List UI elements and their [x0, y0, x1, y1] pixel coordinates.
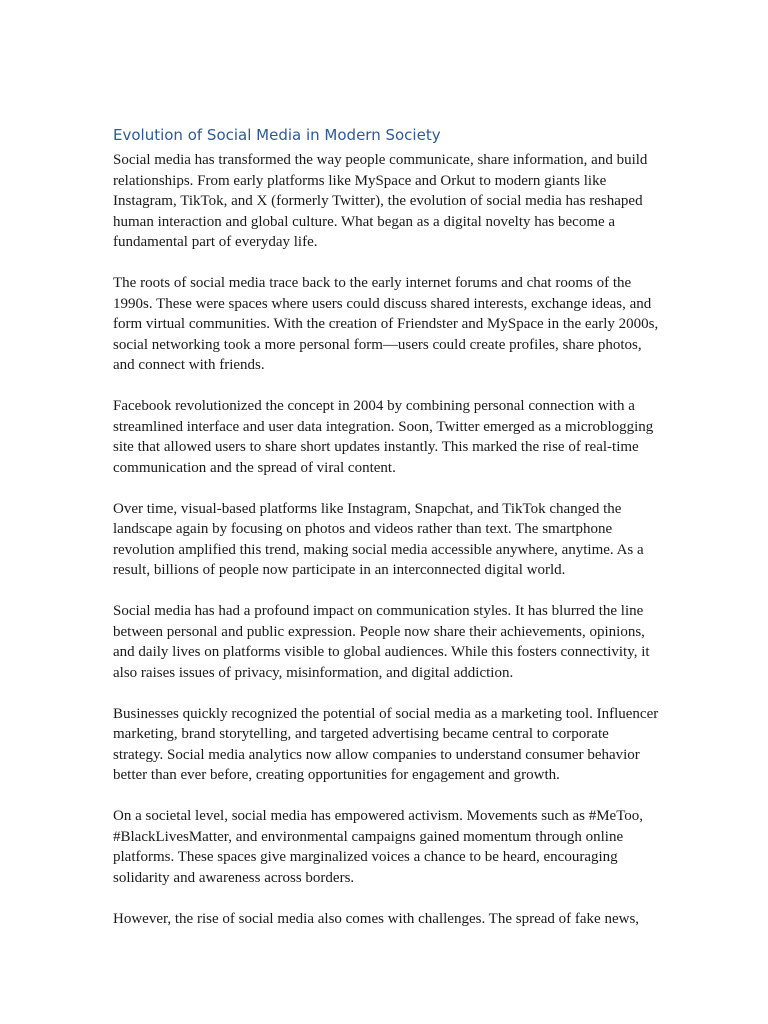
paragraph: Businesses quickly recognized the potential of social media as a marketing tool. Influencer marketing, brand storytelling, and targeted advertising became central to corporate strategy. Social media analytics now allow companies to understand consumer behavior better than ever before, creating opportunities for engagement and growth. [113, 705, 659, 783]
paragraph: The roots of social media trace back to the early internet forums and chat rooms of the 1990s. These were spaces where users could discuss shared interests, exchange ideas, and form virtual communities. With the creation of Friendster and MySpace in the early 2000s, social networking took a more personal form—users could create profiles, share photos, and connect with friends. [113, 275, 659, 373]
paragraph: Social media has had a profound impact on communication styles. It has blurred the line between personal and public expression. People now share their achievements, opinions, and daily lives on platforms visible to global audiences. While this fosters connectivity, it also raises issues of privacy, misinformation, and digital addiction. [113, 603, 650, 681]
paragraph: Over time, visual-based platforms like Instagram, Snapchat, and TikTok changed the landscape again by focusing on photos and videos rather than text. The smartphone revolution amplified this trend, making social media accessible anywhere, anytime. As a result, billions of people now participate in an interconnected digital world. [113, 500, 644, 578]
paragraph: Facebook revolutionized the concept in 2004 by combining personal connection with a streamlined interface and user data integration. Soon, Twitter emerged as a microblogging site that allowed users to share short updates instantly. This marked the rise of real-time communication and the spread of viral content. [113, 398, 654, 476]
paragraph: On a societal level, social media has empowered activism. Movements such as #MeToo, #BlackLivesMatter, and environmental campaigns gained momentum through online platforms. These spaces give marginalized voices a chance to be heard, encouraging solidarity and awareness across borders. [113, 808, 644, 886]
document-page [113, 124, 661, 950]
paragraph: Social media has transformed the way people communicate, share information, and build relationships. From early platforms like MySpace and Orkut to modern giants like Instagram, TikTok, and X (formerly Twitter), the evolution of social media has reshaped human interaction and global culture. What began as a digital novelty has become a fundamental part of everyday life. [113, 152, 648, 250]
paragraph: However, the rise of social media also comes with challenges. The spread of fake news, [113, 910, 640, 927]
document-title: Evolution of Social Media in Modern Society [113, 126, 441, 144]
